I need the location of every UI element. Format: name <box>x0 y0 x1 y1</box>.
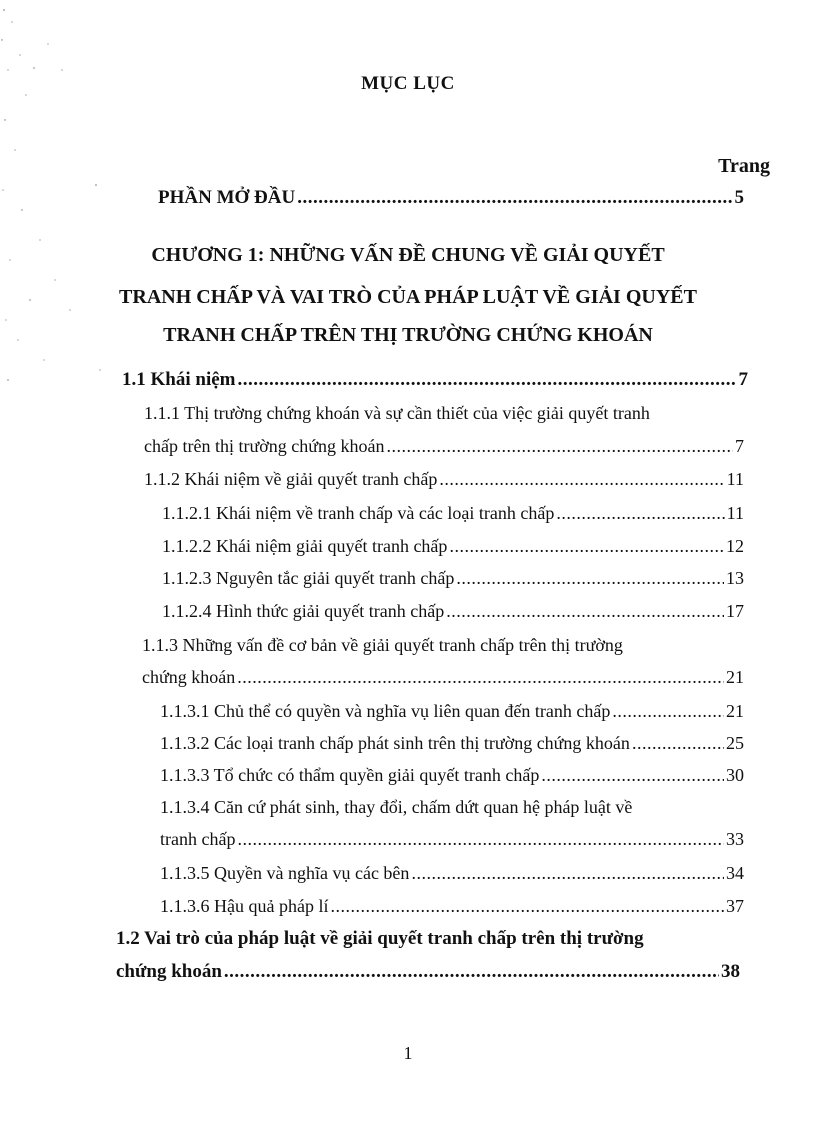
toc-entry-text: 1.1.3.4 Căn cứ phát sinh, thay đổi, chấm dứt quan hệ pháp luật về <box>160 797 633 817</box>
entry-title: PHẦN MỞ ĐẦU <box>158 187 296 208</box>
page-column-label: Trang <box>718 155 770 177</box>
entry-page: 34 <box>726 863 744 883</box>
toc-entry[interactable] <box>160 733 744 753</box>
entry-title: 1.1 Khái niệm <box>122 369 236 390</box>
chapter-title-line: CHƯƠNG 1: NHỮNG VẤN ĐỀ CHUNG VỀ GIẢI QUYẾT <box>151 244 665 266</box>
leader-dots <box>556 503 724 523</box>
entry-title: 1.1.2.3 Nguyên tắc giải quyết tranh chấp <box>162 568 455 588</box>
toc-entry[interactable] <box>160 701 744 721</box>
toc-entry-text: 1.1.1 Thị trường chứng khoán và sự cần thiết của việc giải quyết tranh <box>144 403 650 423</box>
leader-dots <box>386 436 733 456</box>
entry-title: 1.1.2.1 Khái niệm về tranh chấp và các loại tranh chấp <box>162 503 555 523</box>
entry-title: 1.1.3.3 Tổ chức có thẩm quyền giải quyết tranh chấp <box>160 765 540 785</box>
entry-title: chấp trên thị trường chứng khoán <box>144 436 385 456</box>
entry-page: 25 <box>726 733 744 753</box>
entry-title: 1.1.2.2 Khái niệm giải quyết tranh chấp <box>162 536 448 556</box>
leader-dots <box>439 469 724 489</box>
toc-entry[interactable] <box>116 962 740 982</box>
entry-page: 37 <box>726 896 744 916</box>
toc-entry[interactable] <box>162 536 744 556</box>
toc-entry-text: 1.2 Vai trò của pháp luật về giải quyết tranh chấp trên thị trường <box>116 928 644 949</box>
leader-dots <box>446 601 724 621</box>
toc-entry[interactable] <box>162 601 744 621</box>
entry-page: 11 <box>726 469 744 489</box>
entry-title: 1.1.3.5 Quyền và nghĩa vụ các bên <box>160 863 410 883</box>
leader-dots <box>224 962 719 982</box>
entry-page: 11 <box>726 503 744 523</box>
entry-page: 17 <box>726 601 744 621</box>
entry-title: tranh chấp <box>160 829 236 849</box>
entry-title: chứng khoán <box>116 961 222 982</box>
toc-entry[interactable] <box>160 765 744 785</box>
toc-heading: MỤC LỤC <box>361 73 455 94</box>
toc-entry[interactable] <box>122 370 748 390</box>
toc-entry[interactable] <box>144 469 744 489</box>
toc-entry-text: 1.1.3 Những vấn đề cơ bản về giải quyết tranh chấp trên thị trường <box>142 635 623 655</box>
entry-page: 5 <box>734 187 744 208</box>
toc-entry[interactable] <box>162 503 744 523</box>
chapter-title-line: TRANH CHẤP VÀ VAI TRÒ CỦA PHÁP LUẬT VỀ GIẢI QUYẾT <box>119 286 697 308</box>
entry-title: 1.1.3.6 Hậu quả pháp lí <box>160 896 329 916</box>
entry-title: 1.1.3.2 Các loại tranh chấp phát sinh trên thị trường chứng khoán <box>160 733 630 753</box>
leader-dots <box>237 829 724 849</box>
toc-entry[interactable] <box>160 829 744 849</box>
toc-entry[interactable] <box>162 568 744 588</box>
toc-entry-intro[interactable] <box>158 188 744 208</box>
leader-dots <box>612 701 724 721</box>
page-number: 1 <box>403 1043 413 1063</box>
toc-entry[interactable] <box>160 863 744 883</box>
leader-dots <box>456 568 724 588</box>
entry-title: chứng khoán <box>142 667 236 687</box>
entry-page: 7 <box>738 369 748 390</box>
leader-dots <box>449 536 724 556</box>
entry-title: 1.1.2 Khái niệm về giải quyết tranh chấp <box>144 469 438 489</box>
entry-page: 30 <box>726 765 744 785</box>
leader-dots <box>411 863 724 883</box>
leader-dots <box>237 370 736 390</box>
leader-dots <box>330 896 724 916</box>
leader-dots <box>297 188 732 208</box>
entry-title: 1.1.2.4 Hình thức giải quyết tranh chấp <box>162 601 445 621</box>
entry-page: 12 <box>726 536 744 556</box>
leader-dots <box>541 765 724 785</box>
entry-page: 33 <box>726 829 744 849</box>
leader-dots <box>632 733 724 753</box>
toc-entry[interactable] <box>144 436 744 456</box>
entry-page: 7 <box>735 436 744 456</box>
entry-page: 13 <box>726 568 744 588</box>
entry-page: 21 <box>726 667 744 687</box>
entry-page: 21 <box>726 701 744 721</box>
scan-noise <box>0 0 110 420</box>
chapter-title-line: TRANH CHẤP TRÊN THỊ TRƯỜNG CHỨNG KHOÁN <box>163 324 653 346</box>
toc-entry[interactable] <box>160 896 744 916</box>
leader-dots <box>237 667 724 687</box>
entry-page: 38 <box>721 961 740 982</box>
entry-title: 1.1.3.1 Chủ thể có quyền và nghĩa vụ liên quan đến tranh chấp <box>160 701 611 721</box>
toc-entry[interactable] <box>142 667 744 687</box>
